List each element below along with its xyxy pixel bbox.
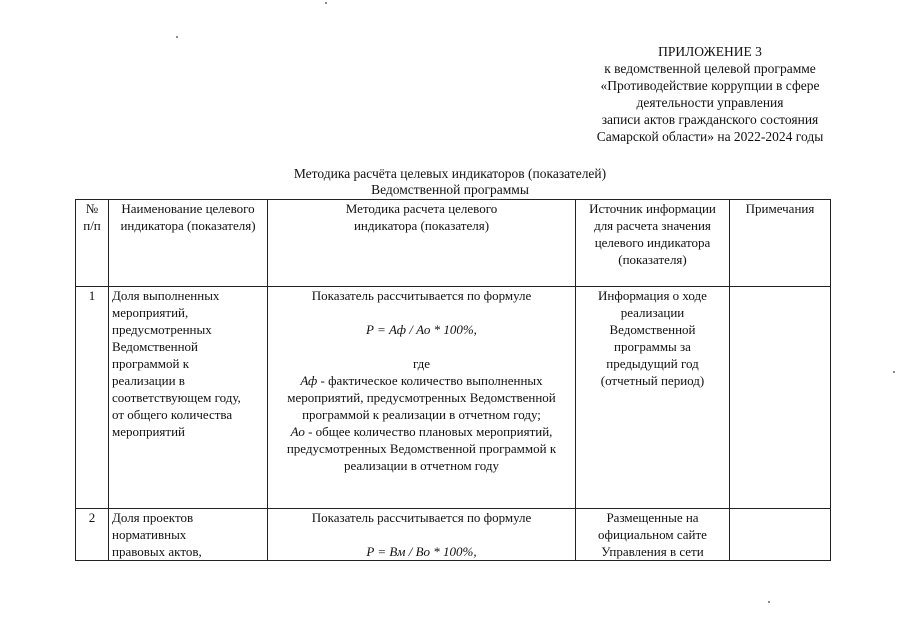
appendix-line: записи актов гражданского состояния	[601, 112, 819, 127]
method-var2	[271, 423, 572, 474]
document-title	[210, 166, 690, 198]
header-source: Источник информации для расчета значения целевого индикатора (показателя)	[576, 200, 730, 287]
row-method	[268, 287, 576, 509]
method-intro: Показатель рассчитывается по формуле	[311, 288, 532, 303]
row-source: Информация о ходе реализации Ведомственной программы за предыдущий год (отчетный период)	[576, 287, 730, 509]
method-intro: Показатель рассчитывается по формуле	[311, 510, 532, 525]
row-source: Размещенные на официальном сайте Управления в сети	[576, 509, 730, 561]
appendix-line: «Противодействие коррупции в сфере	[600, 78, 820, 93]
header-name: Наименование целевого индикатора (показателя)	[109, 200, 268, 287]
appendix-title: ПРИЛОЖЕНИЕ 3	[658, 44, 762, 59]
row-num: 1	[76, 287, 109, 509]
var1-description: - фактическое количество выполненных мероприятий, предусмотренных Ведомственной программой к реализации в отчетном году;	[287, 373, 556, 422]
table-row	[76, 287, 831, 509]
scan-speck	[176, 36, 178, 38]
header-notes: Примечания	[730, 200, 831, 287]
table-header-row	[76, 200, 831, 287]
appendix-line: Самарской области» на 2022-2024 годы	[596, 129, 824, 144]
row-notes	[730, 287, 831, 509]
header-method: Методика расчета целевого индикатора (показателя)	[268, 200, 576, 287]
scan-speck	[768, 601, 770, 603]
scan-speck	[325, 2, 327, 4]
appendix-line: деятельности управления	[636, 95, 784, 110]
appendix-header	[560, 43, 860, 145]
table-row	[76, 509, 831, 561]
method-formula: P = Аф / Ао * 100%,	[366, 322, 477, 337]
row-method	[268, 509, 576, 561]
var2-symbol: Ао	[290, 424, 305, 439]
row-num: 2	[76, 509, 109, 561]
scan-speck	[893, 371, 895, 373]
method-var1	[271, 372, 572, 423]
var2-description: - общее количество плановых мероприятий, предусмотренных Ведомственной программой к реализации в отчетном году	[286, 424, 557, 473]
document-title-line: Методика расчёта целевых индикаторов (показателей)	[293, 166, 607, 181]
row-notes	[730, 509, 831, 561]
indicators-table	[75, 199, 831, 561]
document-title-line: Ведомственной программы	[371, 182, 529, 197]
row-name: Доля выполненных мероприятий, предусмотренных Ведомственной программой к реализации в соответствующем году, от общего количества мероприятий	[109, 287, 268, 509]
method-formula: P = Вм / Во * 100%,	[366, 544, 477, 559]
row-name: Доля проектов нормативных правовых актов,	[109, 509, 268, 561]
var1-symbol: Аф	[300, 373, 318, 388]
appendix-line: к ведомственной целевой программе	[604, 61, 816, 76]
header-num: № п/п	[76, 200, 109, 287]
method-where: где	[412, 356, 431, 371]
